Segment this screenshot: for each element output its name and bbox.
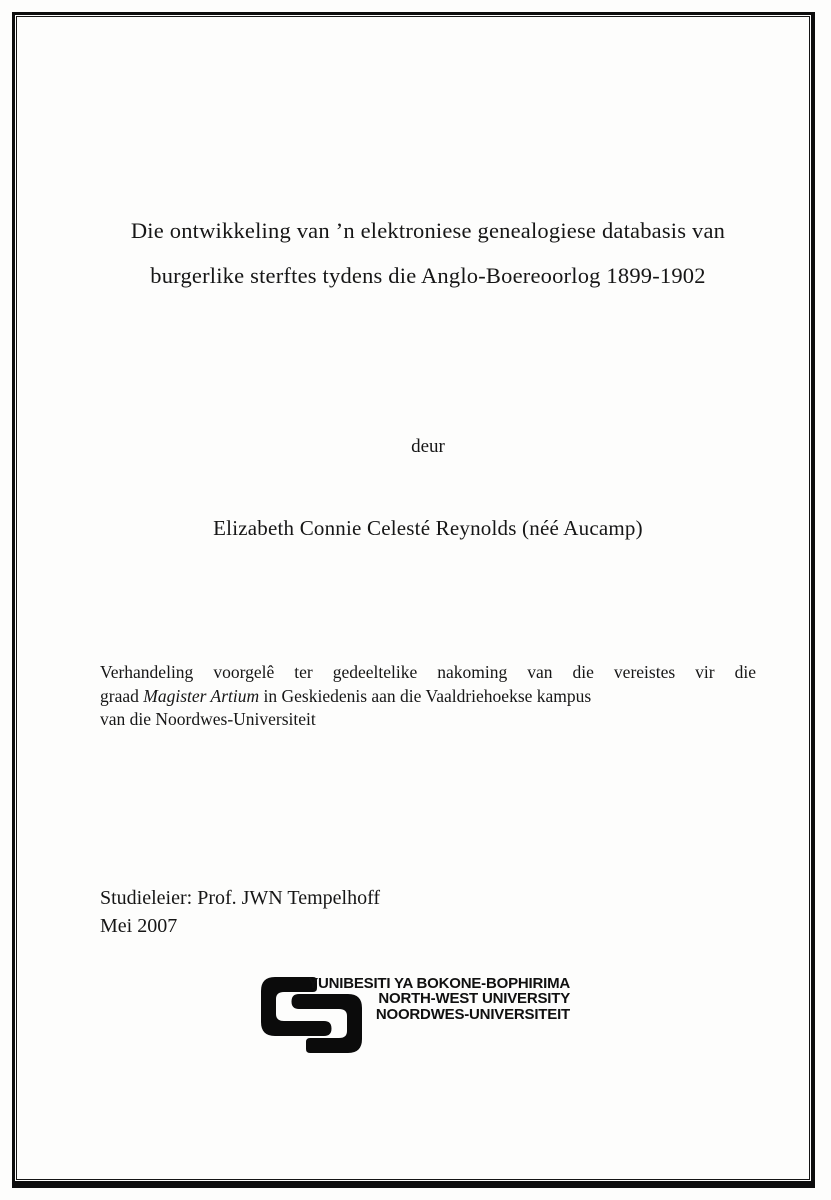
statement-line-1: Verhandeling voorgelê ter gedeeltelike nakoming van die vereistes vir die <box>100 662 756 682</box>
submission-statement <box>100 661 756 732</box>
statement-line-2-post: in Geskiedenis aan die Vaaldriehoekse kampus <box>259 685 592 706</box>
statement-line-3: van die Noordwes-Universiteit <box>100 709 316 729</box>
author-name: Elizabeth Connie Celesté Reynolds (néé Aucamp) <box>213 516 643 540</box>
logo-line-setswana: YUNIBESITI YA BOKONE-BOPHIRIMA <box>308 975 570 992</box>
logo-line-afrikaans: NOORDWES-UNIVERSITEIT <box>375 1005 570 1023</box>
logo-line-english: NORTH-WEST UNIVERSITY <box>378 990 570 1008</box>
statement-line-2 <box>100 685 756 709</box>
supervisor-line: Studieleier: Prof. JWN Tempelhoff <box>100 887 381 909</box>
thesis-title <box>100 208 756 298</box>
title-line-1: Die ontwikkeling van ’n elektroniese genealogiese databasis van <box>130 218 726 243</box>
degree-name-italic: Magister Artium <box>143 685 260 706</box>
title-line-2: burgerlike sterftes tydens die Anglo-Boereoorlog 1899-1902 <box>150 263 706 288</box>
supervisor-block <box>100 885 756 940</box>
statement-line-2-pre: graad <box>100 685 144 706</box>
nwu-logo-wordmark <box>270 976 570 1022</box>
byline-preposition: deur <box>411 436 445 457</box>
date-line: Mei 2007 <box>100 914 178 937</box>
